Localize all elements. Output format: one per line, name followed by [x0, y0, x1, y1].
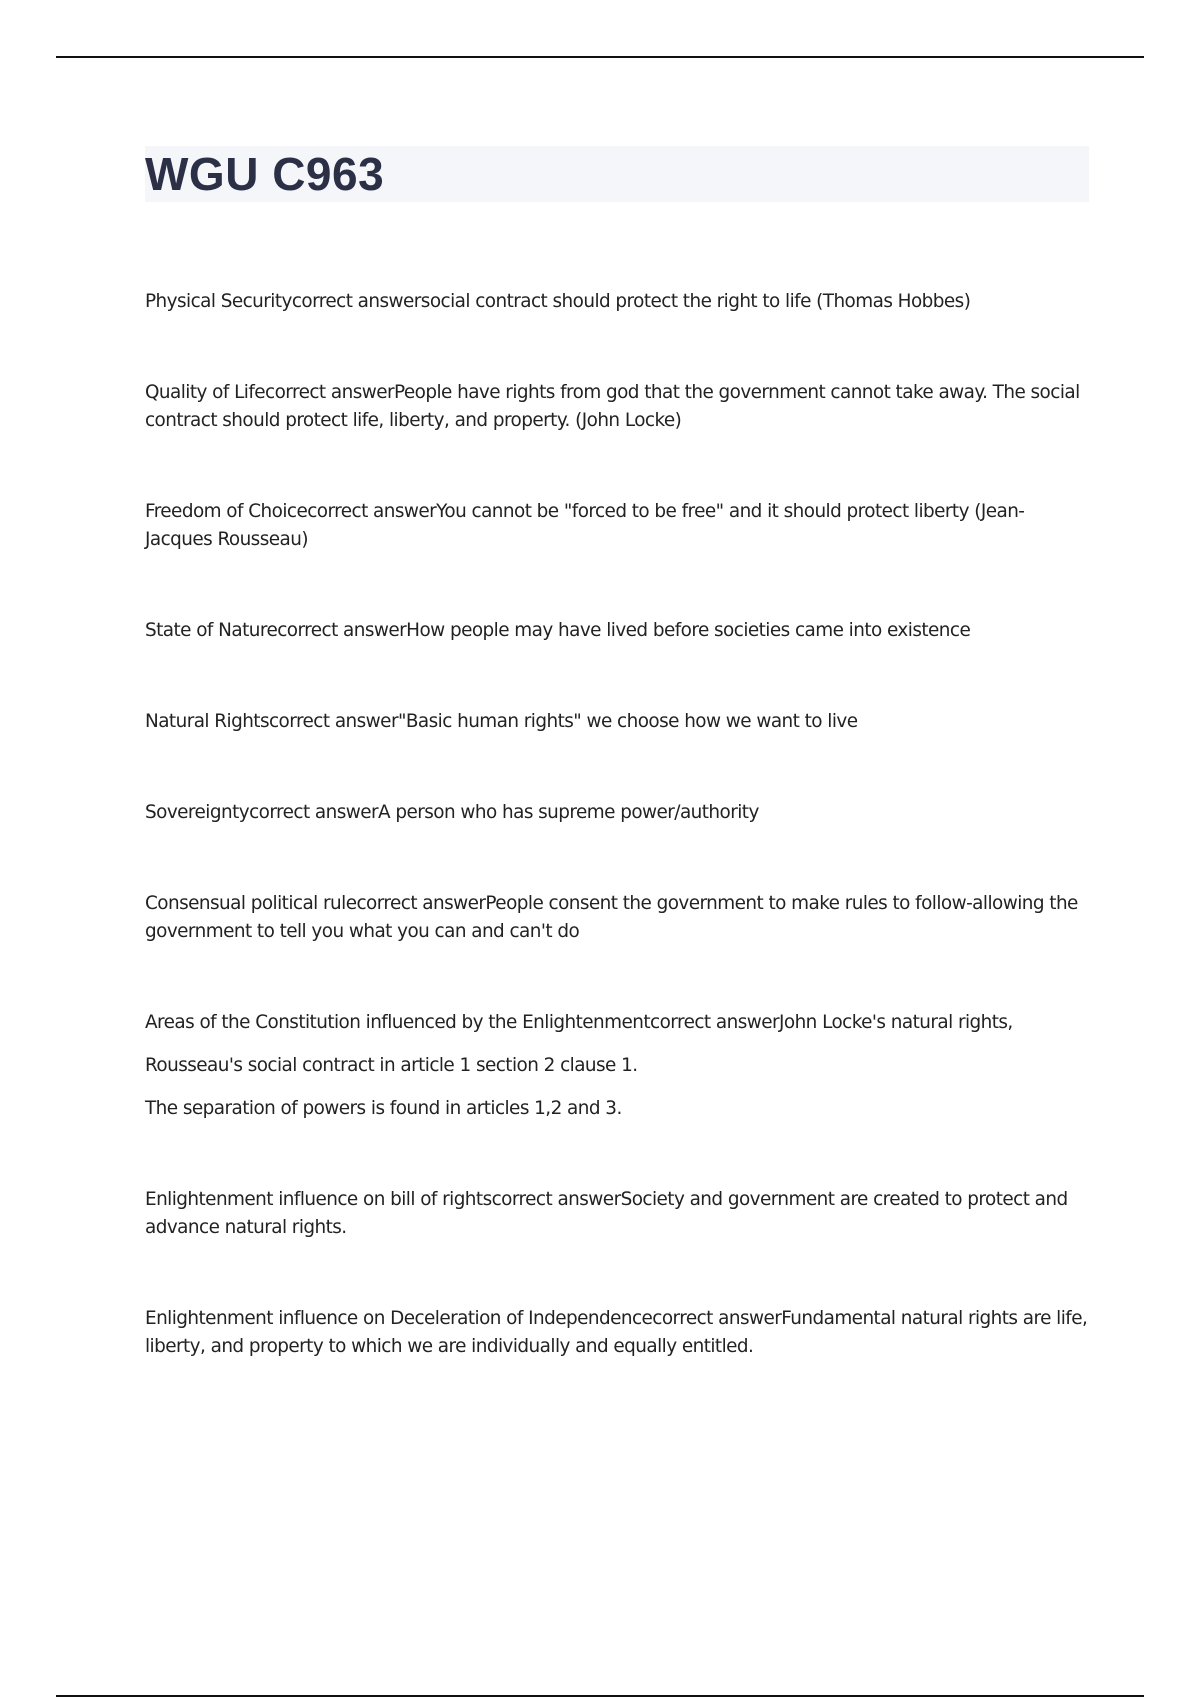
qa-text: State of Naturecorrect answerHow people may have lived before societies came into existence [145, 620, 971, 641]
qa-entry [145, 1009, 1090, 1123]
qa-entry [145, 890, 1090, 946]
qa-text: Quality of Lifecorrect answerPeople have rights from god that the government cannot take away. The social contract should protect life, liberty, and property. (John Locke) [145, 382, 1080, 431]
qa-entry [145, 288, 1090, 316]
qa-text: Freedom of Choicecorrect answerYou cannot be "forced to be free" and it should protect liberty (Jean-Jacques Rousseau) [145, 501, 1025, 550]
qa-text: Natural Rightscorrect answer"Basic human rights" we choose how we want to live [145, 711, 858, 732]
document-title: WGU C963 [145, 148, 385, 200]
qa-text-continued: Rousseau's social contract in article 1 section 2 clause 1. [145, 1055, 638, 1076]
qa-text: Enlightenment influence on bill of rightscorrect answerSociety and government are created to protect and advance natural rights. [145, 1189, 1068, 1238]
qa-entry [145, 1305, 1090, 1361]
qa-entry [145, 799, 1090, 827]
qa-text: Sovereigntycorrect answerA person who has supreme power/authority [145, 802, 759, 823]
qa-text: Enlightenment influence on Deceleration of Independencecorrect answerFundamental natural rights are life, liberty, and property to which we are individually and equally entitled. [145, 1308, 1088, 1357]
qa-text-continued: The separation of powers is found in articles 1,2 and 3. [145, 1098, 622, 1119]
qa-text: Physical Securitycorrect answersocial contract should protect the right to life (Thomas Hobbes) [145, 291, 971, 312]
qa-entry [145, 498, 1090, 554]
qa-text: Areas of the Constitution influenced by the Enlightenmentcorrect answerJohn Locke's natural rights, [145, 1012, 1013, 1033]
qa-entry [145, 708, 1090, 736]
document-body [145, 288, 1090, 1424]
bottom-divider [56, 1695, 1144, 1697]
qa-entry [145, 379, 1090, 435]
qa-entry [145, 1186, 1090, 1242]
qa-text: Consensual political rulecorrect answerPeople consent the government to make rules to follow-allowing the government to tell you what you can and can't do [145, 893, 1078, 942]
top-divider [56, 56, 1144, 58]
qa-entry [145, 617, 1090, 645]
